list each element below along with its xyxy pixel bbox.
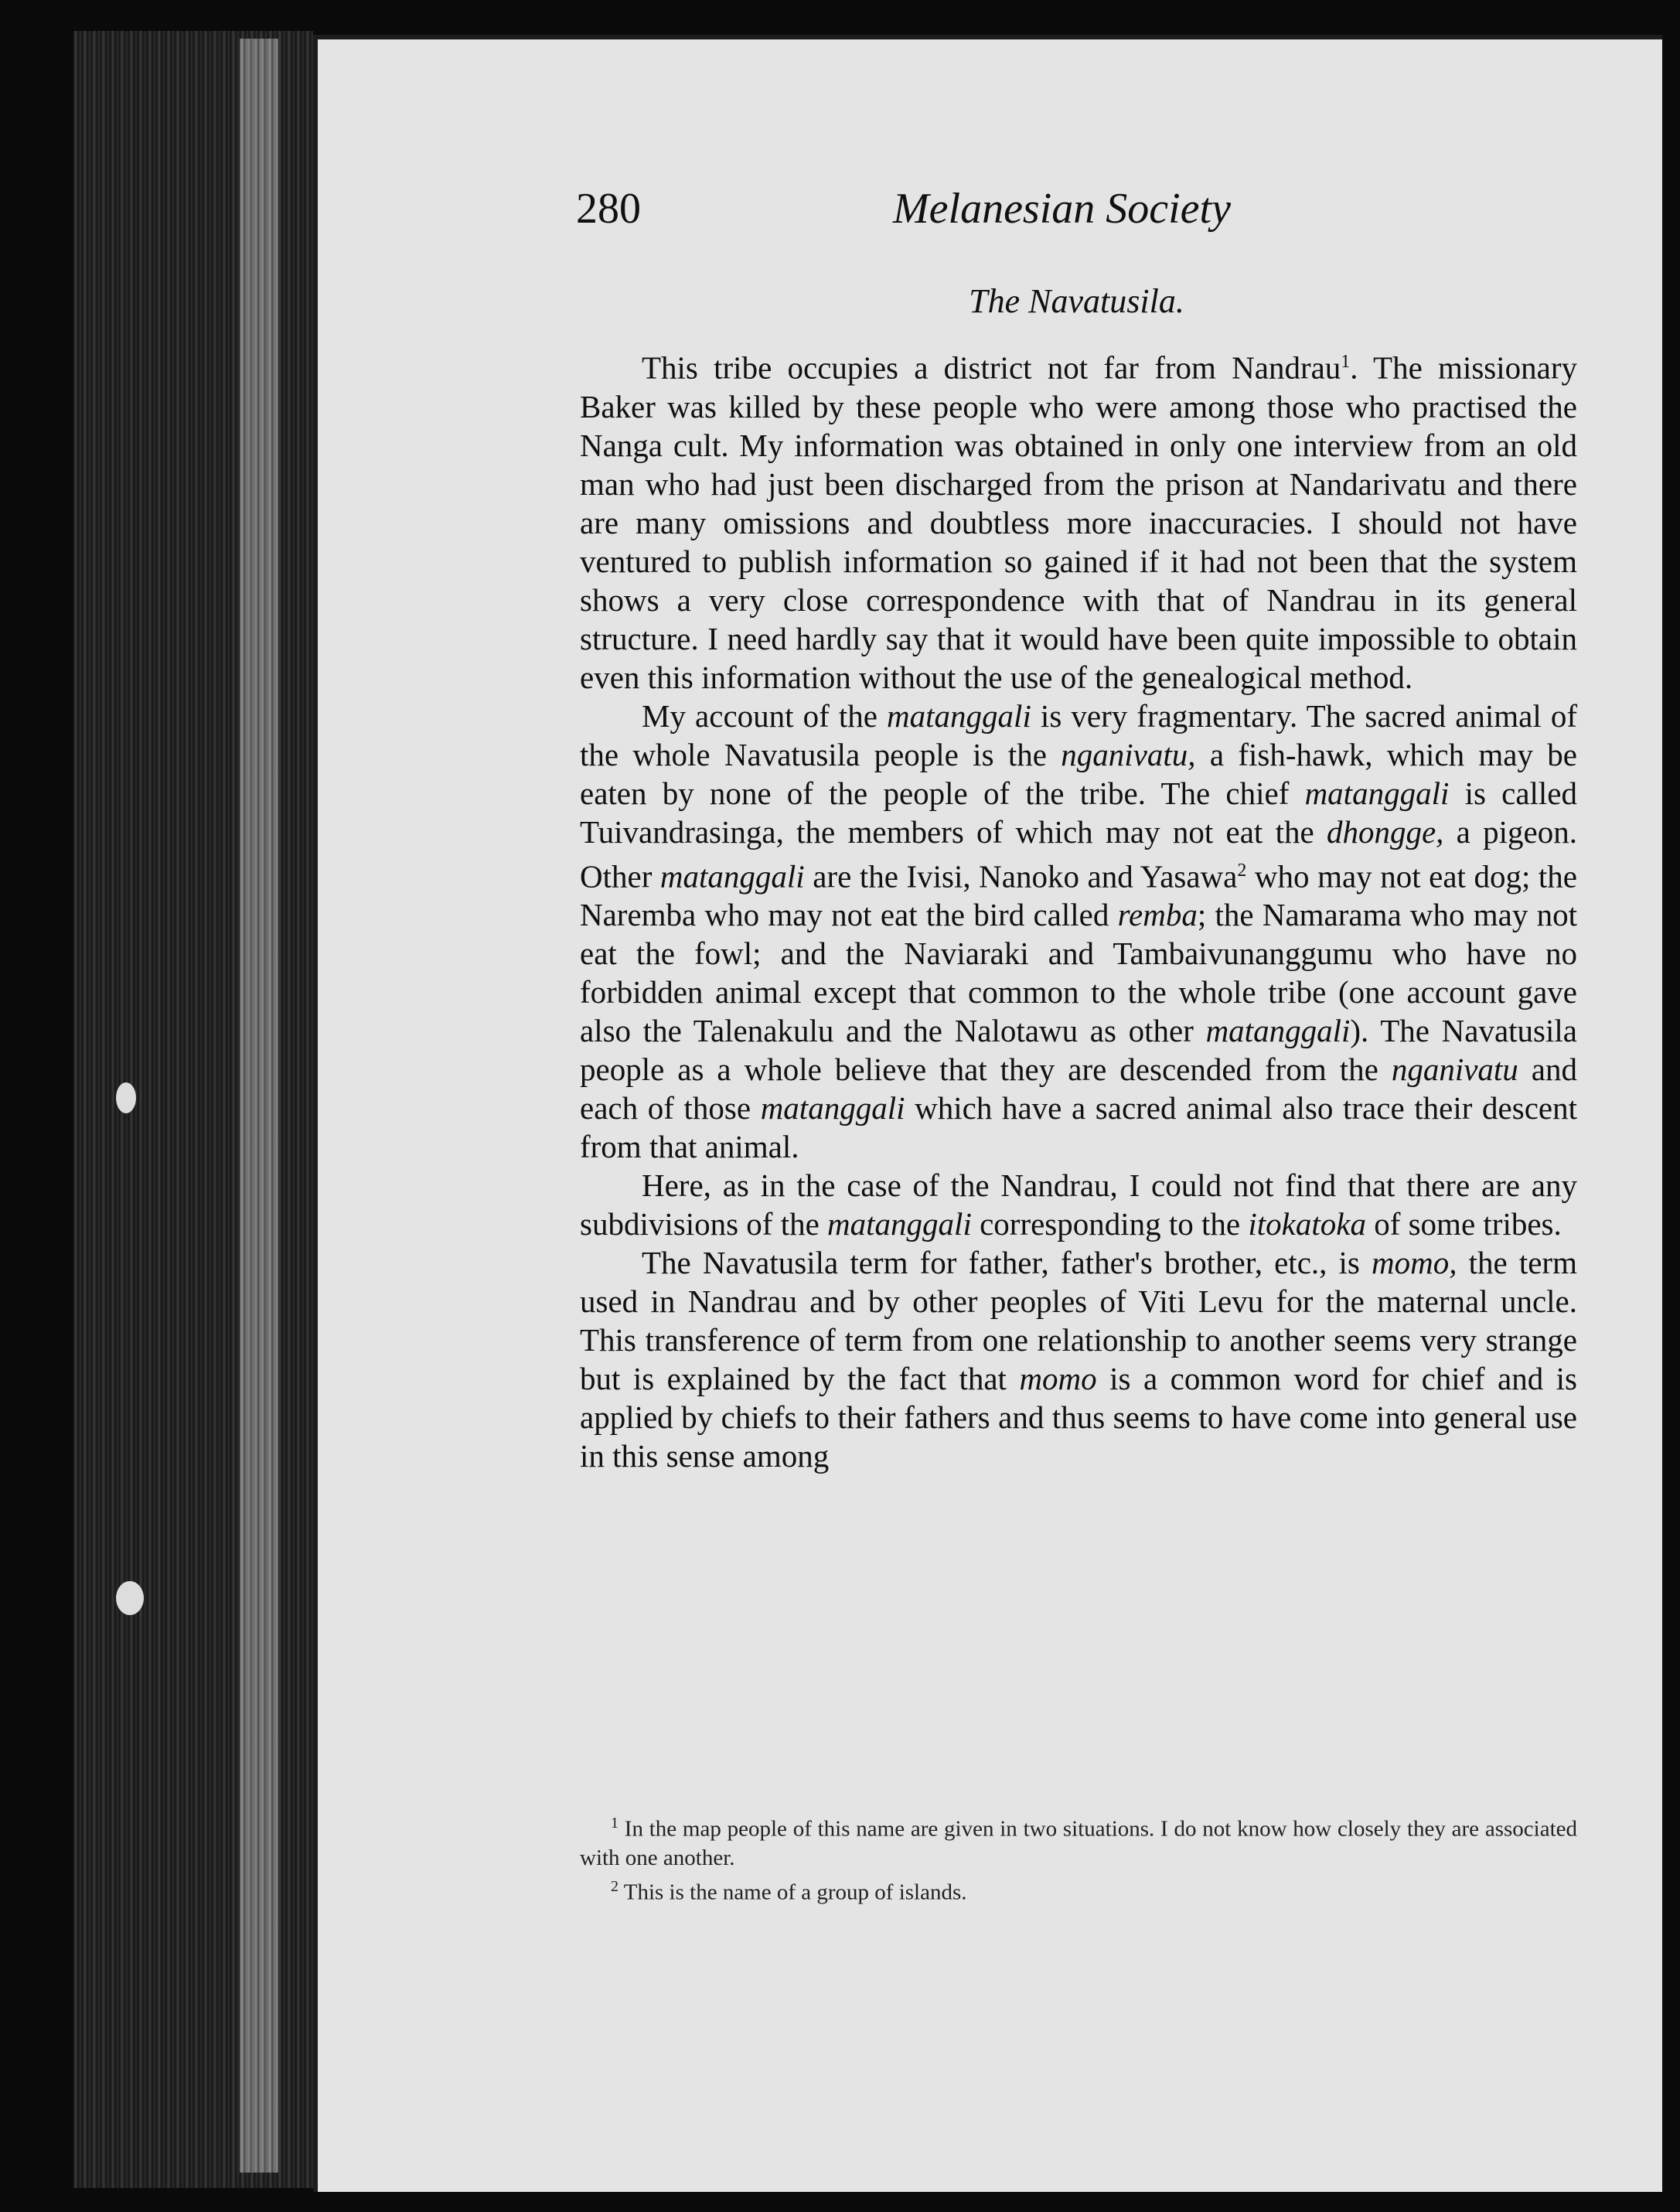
italic-term: nganivatu	[1391, 1051, 1518, 1088]
paragraph: This tribe occupies a district not far from Nandrau$^1$. The missionary Baker was killed by these people who were among those who practised the Nanga cult. My information was obtained in only one interview from an old man who had just been discharged from the prison at Nandarivatu and there are many omissions and doubtless more inaccuracies. I should not have ventured to publish information so gained if it had not been that the system shows a very close correspondence with that of Nandrau in its general structure. I need hardly say that it would have been quite impossible to obtain even this information without the use of the genealogical method.	[580, 349, 1577, 695]
italic-term: dhongge,	[1326, 813, 1444, 850]
italic-term: matanggali	[887, 697, 1031, 734]
footnote-ref: 1	[1341, 352, 1351, 372]
paragraph: The Navatusila term for father, father's brother, etc., is momo, the term used in Nandrau and by other peoples of Viti Levu for the maternal uncle. This transference of term from one relationship to another seems very strange but is explained by the fact that momo is a common word for chief and is applied by chiefs to their fathers and thus seems to have come into general use in this sense among	[580, 1245, 1578, 1474]
italic-term: matanggali	[1205, 1013, 1351, 1049]
page-number: 280	[576, 185, 641, 233]
italic-term: remba	[1117, 897, 1198, 933]
footnotes	[580, 1809, 1577, 1907]
scan-speck	[116, 1082, 136, 1113]
footnote-ref: 2	[1237, 860, 1247, 881]
footnote-text: In the map people of this name are given in two situations. I do not know how closely they are associated with one another.	[580, 1816, 1577, 1870]
italic-term: matanggali	[760, 1090, 905, 1126]
italic-term: matanggali	[659, 858, 805, 895]
italic-term: momo,	[1372, 1245, 1457, 1281]
footnote	[580, 1809, 1577, 1873]
italic-term: matanggali	[827, 1206, 972, 1242]
italic-term: itokatoka	[1248, 1206, 1366, 1242]
italic-term: momo	[1019, 1361, 1097, 1397]
body-text	[580, 343, 1577, 1475]
scan-speck	[116, 1581, 144, 1615]
section-heading: The Navatusila.	[969, 282, 1184, 320]
footnote-mark: 1	[611, 1815, 618, 1832]
footnote-mark: 2	[611, 1877, 618, 1895]
footnote	[580, 1873, 1577, 1907]
paragraph: Here, as in the case of the Nandrau, I could not find that there are any subdivisions of the matanggali corresponding to the itokatoka of some tribes.	[580, 1167, 1577, 1242]
running-title: Melanesian Society	[893, 185, 1231, 233]
italic-term: matanggali	[1304, 775, 1450, 811]
book-page-edges	[73, 31, 313, 2188]
running-head	[576, 178, 1256, 240]
footnote-text: This is the name of a group of islands.	[623, 1880, 967, 1905]
paragraph: My account of the matanggali is very fragmentary. The sacred animal of the whole Navatusila people is the nganivatu, a fish-hawk, which may be eaten by none of the people of the tribe. The chief matanggali is called Tuivandrasinga, the members of which may not eat the dhongge, a pigeon. Other matanggali are the Ivisi, Nanoko and Yasawa$^2$ who may not eat dog; the Naremba who may not eat the bird called remba; the Namarama who may not eat the fowl; and the Naviaraki and Tambaivunanggumu who have no forbidden animal except that common to the whole tribe (one account gave also the Talenakulu and the Nalotawu as other matanggali). The Navatusila people as a whole believe that they are descended from the nganivatu and each of those matanggali which have a sacred animal also trace their descent from that animal.	[580, 697, 1578, 1165]
italic-term: nganivatu,	[1061, 736, 1196, 772]
